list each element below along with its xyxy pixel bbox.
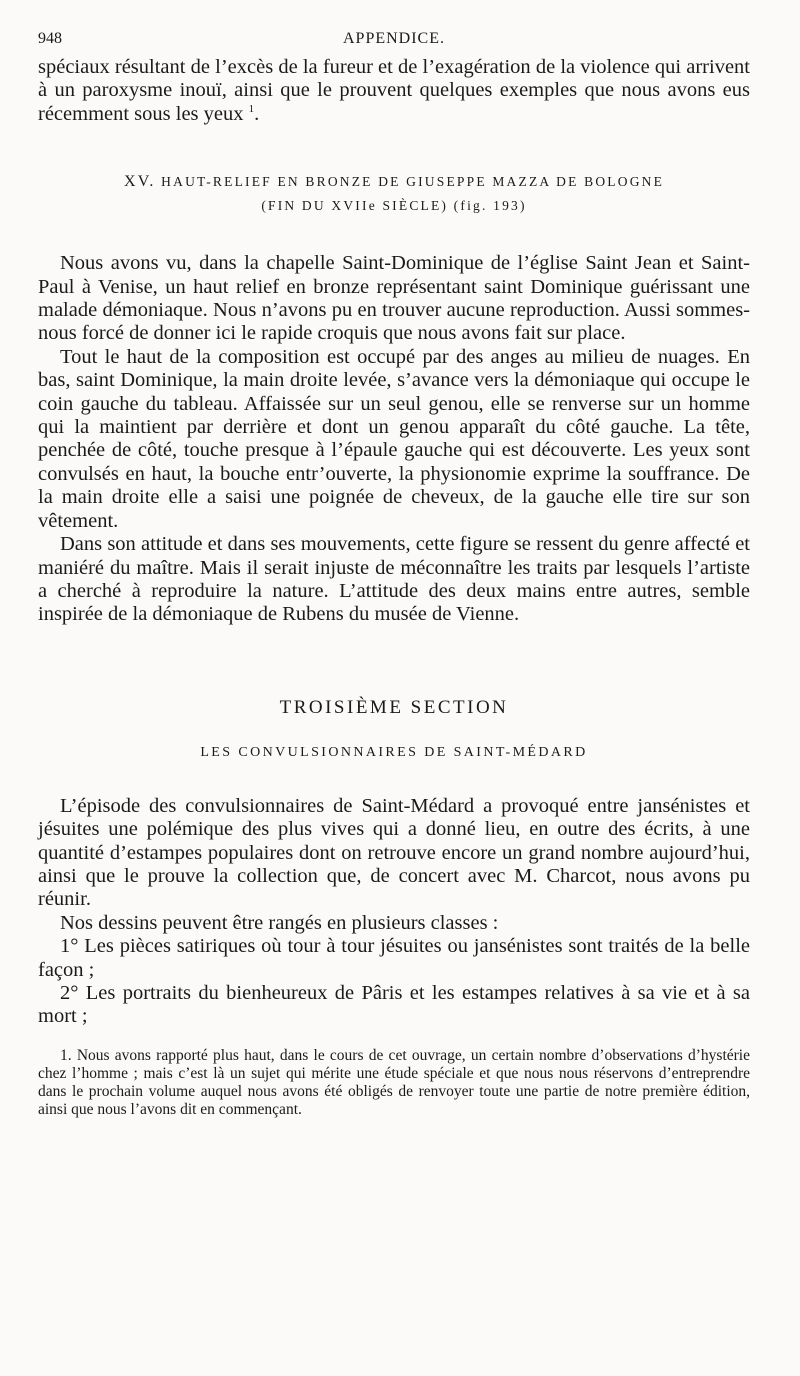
continuation-text: spéciaux résultant de l’excès de la fureur et de l’exagération de la violence qui arrivent à un paroxysme inouï, ainsi que le prouvent quelques exemples que nous avons eus récemment sous les yeux (38, 56, 750, 125)
running-title: APPENDICE. (342, 30, 445, 47)
page-number: 948 (38, 30, 62, 47)
section-three-title: TROISIÈME SECTION (279, 696, 509, 718)
footnote: 1. Nous avons rapporté plus haut, dans le cours de cet ouvrage, un certain nombre d’observations d’hystérie chez l’homme ; mais c’est là un sujet qui mérite une étude spéciale et que nous nous réservons d’entreprendre dans le prochain volume auquel nous avons été obligés de renvoyer toute une partie de notre première édition, ainsi que nous l’avons dit en commençant. (38, 1046, 750, 1118)
section-xv-paragraph: Nous avons vu, dans la chapelle Saint-Dominique de l’église Saint Jean et Saint-Paul à Venise, un haut relief en bronze représentant saint Dominique guérissant une malade démoniaque. Nous n’avons pu en trouver aucune reproduction. Aussi sommes-nous forcé de donner ici le rapide croquis que nous avons fait sur place. (38, 252, 750, 345)
section-xv-number: XV. (123, 173, 156, 191)
list-item: 1° Les pièces satiriques où tour à tour jésuites ou jansénistes sont traités de la belle façon ; (38, 935, 750, 981)
section-xv-heading-line2: (FIN DU XVIIe SIÈCLE) (fig. 193) (261, 198, 527, 214)
continuation-paragraph: spéciaux résultant de l’excès de la fureur et de l’exagération de la violence qui arrivent à un paroxysme inouï, ainsi que le prouvent quelques exemples que nous avons eus récemment sous les yeux $^1$. (38, 56, 750, 125)
section-three-paragraph: Nos dessins peuvent être rangés en plusieurs classes : (60, 911, 499, 934)
list-item: 2° Les portraits du bienheureux de Pâris et les estampes relatives à sa vie et à sa mort ; (38, 981, 750, 1028)
footnote-reference: 1 (248, 102, 255, 115)
running-head (38, 30, 750, 56)
section-xv-paragraph: Dans son attitude et dans ses mouvements, cette figure se ressent du genre affecté et maniéré du maître. Mais il serait injuste de méconnaître les traits par lesquels l’artiste a cherché à reproduire la nature. L’attitude des deux mains entre autres, semble inspirée de la démoniaque de Rubens du musée de Vienne. (38, 533, 750, 626)
section-xv-paragraph: Tout le haut de la composition est occupé par des anges au milieu de nuages. En bas, saint Dominique, la main droite levée, s’avance vers la démoniaque qui occupe le coin gauche du tableau. Affaissée sur un seul genou, elle se renverse sur un homme qui la maintient par derrière et dont un genou apparaît du côté gauche. La tête, penchée de côté, touche presque à l’épaule gauche qui est découverte. Les yeux sont convulsés en haut, la bouche entr’ouverte, la physionomie exprime la souffrance. De la main droite elle a saisi une poignée de cheveux, de la gauche elle tire sur son vêtement. (38, 345, 750, 532)
section-three-subtitle: LES CONVULSIONNAIRES DE SAINT-MÉDARD (200, 744, 588, 760)
section-xv-heading-text: HAUT-RELIEF EN BRONZE DE GIUSEPPE MAZZA DE BOLOGNE (161, 174, 665, 190)
section-xv-heading-line1 (38, 170, 750, 194)
section-three-paragraph: L’épisode des convulsionnaires de Saint-Médard a provoqué entre jansénistes et jésuites une polémique des plus vives qui a donné lieu, en outre des écrits, à une quantité d’estampes populaires dont on retrouve encore un grand nombre aujourd’hui, ainsi que le prouve la collection que, de concert avec M. Charcot, nous avons pu réunir. (38, 794, 750, 911)
page (38, 30, 750, 1119)
